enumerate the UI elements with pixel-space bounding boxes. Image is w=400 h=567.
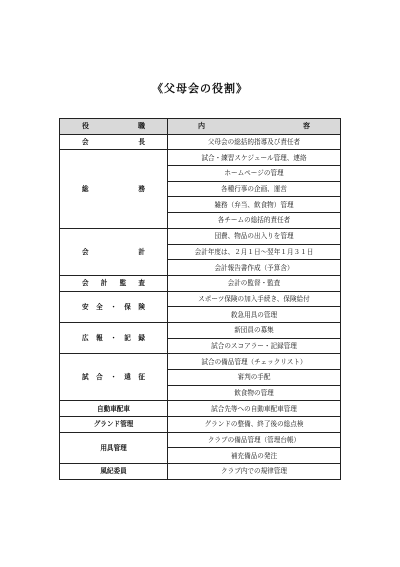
table-row [60,228,341,244]
role-cell [60,417,168,433]
role-label: ・ [110,302,117,311]
table-row [60,275,341,291]
role-label: 試 [82,373,89,382]
table-row [60,134,341,150]
role-label: 会 [82,279,89,288]
duty-cell: 会計年度は、２月１日〜翌年１月３１日 [168,244,341,260]
duty-cell: 飲食物の管理 [168,385,341,401]
role-cell [60,228,168,275]
duty-cell: 試合の備品管理（チェックリスト） [168,354,341,370]
duty-cell: 審判の手配 [168,370,341,386]
role-label: 計 [138,247,145,256]
role-label: 長 [138,138,145,147]
duty-cell: 救急用具の管理 [168,307,341,323]
table-row [60,291,341,307]
role-label: グランド管理 [93,420,134,429]
role-label: 合 [96,373,103,382]
table-row [60,322,341,338]
table-row [60,150,341,166]
role-cell [60,322,168,353]
duty-cell: 各種行事の企画、運営 [168,181,341,197]
role-label: 風紀委員 [100,467,127,476]
role-label: 計 [100,279,108,288]
role-label: 遠 [124,373,131,382]
table-row [60,464,341,480]
role-label: ・ [110,373,117,382]
duty-cell: グランドの整備、終了後の総点検 [168,417,341,433]
role-cell [60,354,168,401]
duty-cell: 各チームの総括的責任者 [168,213,341,229]
role-cell [60,150,168,228]
role-label: 自動車配車 [97,404,130,413]
table-header-row [60,119,341,135]
duty-cell: クラブの備品管理（管理台帳） [168,432,341,448]
duty-cell: ホームページの管理 [168,166,341,182]
duty-cell: 団費、物品の出入りを管理 [168,228,341,244]
role-label: 会 [82,138,89,147]
duty-cell: スポーツ保険の加入手続き、保険給付 [168,291,341,307]
duty-cell: 会計報告書作成（予算含） [168,260,341,276]
role-cell [60,275,168,291]
header-duty-char: 内 [198,121,205,131]
duty-cell: 補充備品の発注 [168,448,341,464]
role-label: 査 [138,279,145,288]
roles-body [60,134,341,479]
role-cell [60,432,168,463]
role-label: 記 [124,334,131,343]
header-role-char: 役 [82,121,89,131]
role-cell [60,464,168,480]
duty-cell: 試合のスコアラー・記録管理 [168,338,341,354]
duty-cell: 試合先等への自動車配車管理 [168,401,341,417]
table-row [60,417,341,433]
table-row [60,432,341,448]
header-duty [168,119,341,135]
header-role-char: 職 [138,121,145,131]
role-label: 安 [82,302,89,311]
duty-cell: 雑務（弁当、飲食物）管理 [168,197,341,213]
role-label: 報 [96,334,103,343]
page-title: 《父母会の役割》 [152,82,248,95]
table-row [60,401,341,417]
table-row [60,354,341,370]
role-label: ・ [110,334,117,343]
role-label: 険 [138,302,145,311]
role-label: 総 [82,185,89,194]
header-duty-char: 容 [303,121,310,131]
role-label: 監 [119,279,127,288]
duty-cell: クラブ内での規律管理 [168,464,341,480]
role-label: 広 [82,334,89,343]
role-label: 録 [138,334,145,343]
role-label: 会 [82,247,89,256]
role-label: 征 [138,373,145,382]
role-label: 務 [138,185,145,194]
roles-table [59,118,341,480]
duty-cell: 会計の監督・監査 [168,275,341,291]
role-label: 全 [96,302,103,311]
duty-cell: 新団員の募集 [168,322,341,338]
role-cell [60,134,168,150]
duty-cell: 試合・練習スケジュール管理、連絡 [168,150,341,166]
role-cell [60,401,168,417]
role-label: 用具管理 [100,443,127,452]
header-role [60,119,168,135]
role-cell [60,291,168,322]
role-label: 保 [124,302,131,311]
duty-cell: 父母会の総括的指導及び責任者 [168,134,341,150]
